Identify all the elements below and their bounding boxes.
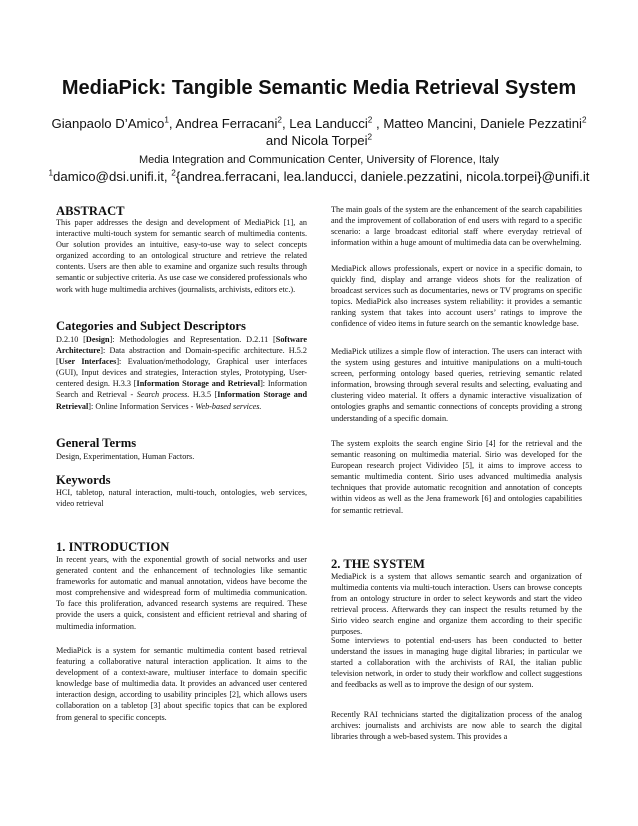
keywords-heading: Keywords (56, 473, 111, 487)
introduction-paragraph: In recent years, with the exponential growth of social networks and user generated content and the enhancement of technologies like semantic frameworks for automatic and manual annotation, videos have become the most comprehensive and widespread form of multimedia communication. To face this proliferation, advanced research systems are required. These provide the users a quick, consistent and efficient retrieval and sharing of multimedia information. (56, 555, 307, 631)
author-name: Daniele Pezzatini (480, 116, 582, 131)
general-terms-text: Design, Experimentation, Human Factors. (56, 452, 195, 461)
descriptor-category: Design (85, 335, 110, 344)
paper-title: MediaPick: Tangible Semantic Media Retrieval System (61, 77, 577, 99)
affiliation: Media Integration and Communication Center, University of Florence, Italy (138, 154, 500, 166)
abstract-heading: ABSTRACT (56, 204, 125, 218)
descriptor-category: Information Storage and Retrieval (56, 390, 307, 411)
descriptor-subcategory: Web-based services. (195, 401, 262, 411)
system-heading: 2. THE SYSTEM (331, 557, 425, 571)
author-affil-mark: 2 (581, 115, 587, 125)
descriptor-text: H.3.5 [ (189, 390, 218, 400)
descriptor-category: Software Architecture (56, 335, 308, 356)
body-paragraph: MediaPick utilizes a simple flow of interaction. The users can interact with the system using gestures and intuitive manipulations on a multi-touch screen, performing ontology based queries, retrieving semantic related information, browsing through several results and selecting, evaluating and clustering video material. It offers a dynamic interactive visualization of ontologies graphs and semantic connections of concepts providing a strong understanding of a specific domain. (331, 347, 582, 423)
body-paragraph: MediaPick is a system that allows semantic search and organization of multimedia contents via multi-touch interaction. Users can browse concepts from an ontology structure in order to select keywords and start the video retrieval process. Afterwards they can inspect the results returned by the Sirio video search engine and organize them according to their specific purposes. (331, 572, 582, 637)
descriptor-text: D.2.10 [ (56, 335, 86, 344)
body-paragraph: Some interviews to potential end-users has been conducted to better understand the issues in managing huge digital libraries; in particular we started a collaboration with the archivists of RAI, the italian public television network, in order to study their workflow and collect suggestions and feedbacks as well as to improve the design of our system. (331, 636, 582, 690)
body-paragraph: MediaPick allows professionals, expert or novice in a specific domain, to quickly find, display and arrange videos shots for the realization of broadcast services such as documentaries, news or TV programs on specific topics. MediaPick also increases system reliability: it provides a semantic ranking system that takes into account users’ ratings to improve the confidence of video items in future search on the semantic knowledge base. (331, 264, 582, 329)
author-affil-mark: 2 (367, 132, 373, 142)
author-emails (20, 168, 618, 185)
introduction-heading: 1. INTRODUCTION (56, 540, 170, 554)
descriptor-text: ]: Evaluation/methodology, Graphical user interfaces (GUI), Input devices and strategies, Interaction styles, Prototyping, User-centered design. H.3.3 [ (56, 357, 307, 389)
descriptor-text: ]: Methodologies and Representation. D.2.11 [ (109, 335, 276, 344)
descriptor-category: Information Storage and Retrieval (136, 379, 261, 389)
author-line-1: Gianpaolo D’Amico$^1$, Andrea Ferracani$^2$, Lea Landucci$^2$ , Matteo Mancini, Daniele Pezzatini$^2$ (51, 115, 587, 131)
author-name: Lea Landucci (289, 116, 368, 131)
descriptor-text: ]: Online Information Services - (88, 401, 196, 411)
introduction-paragraph: MediaPick is a system for semantic multimedia content based retrieval featuring a collaborative natural interaction application. It aims to the development of a context-aware, multiuser interface to domain specific knowledge base of multimedia data. It provides an advanced user centered interaction design, according to usability principles [2], which allows users collaboration on a tabletop [3] about specific topics that can be explored from general to specific concepts. (56, 646, 307, 722)
descriptor-text: ]: Information Search and Retrieval - (56, 379, 307, 400)
email-affil-mark: 1 (48, 168, 54, 178)
descriptor-text: ]: Data abstraction and Domain-specific architecture. H.5.2 [ (56, 346, 307, 367)
author-name: Matteo Mancini (383, 116, 473, 131)
author-name: and Nicola Torpei (265, 133, 368, 148)
author-line-2 (20, 132, 618, 149)
categories-text (56, 334, 307, 412)
author-affil-mark: 2 (277, 115, 282, 125)
author-list (20, 115, 618, 149)
author-name: Gianpaolo D’Amico (51, 116, 165, 131)
author-affil-mark: 1 (164, 115, 169, 125)
email-affil-mark: 2 (171, 168, 176, 178)
email-address: {andrea.ferracani, lea.landucci, daniele.pezzatini, nicola.torpei}@unifi.it (175, 169, 590, 184)
author-affil-mark: 2 (367, 115, 373, 125)
body-paragraph: The system exploits the search engine Sirio [4] for the retrieval and the semantic reasoning on multimedia material. Sirio was developed for the European research project Vidivideo [5], it aims to improve access to semantic multimedia content. Sirio uses advanced multimedia analysis techniques that provide automatic recognition and annotation of concepts within videos as well as the Jena framework [6] and ontologies capabilities for semantic retrieval. (331, 439, 582, 515)
abstract-text: This paper addresses the design and development of MediaPick [1], an interactive multi-touch system for semantic search of multimedia contents. Our solution provides an intuitive, easy-to-use way to select concepts organized according to an ontological structure and retrieve the related contents. Users are then able to examine and organize such results through semantic or subjective criteria. As use case we considered professionals who work with huge multimedia archives (journalists, archivists, editors etc.). (56, 218, 307, 294)
author-name: Andrea Ferracani (175, 116, 278, 131)
body-paragraph: The main goals of the system are the enhancement of the search capabilities and the improvement of collaboration of end users with regard to a specific scenario: a large broadcast editorial staff where everyday retrieval of information within a huge amount of multimedia data can be overwhelming. (331, 205, 582, 248)
descriptor-subcategory: Search process. (136, 390, 190, 400)
categories-heading: Categories and Subject Descriptors (56, 319, 246, 333)
general-terms-heading: General Terms (56, 436, 137, 450)
descriptor-category: User Interfaces (58, 357, 117, 367)
email-address: damico@dsi.unifi.it, (53, 169, 168, 184)
keywords-text: HCI, tabletop, natural interaction, multi-touch, ontologies, web services, video retrieval (56, 488, 307, 509)
body-paragraph: Recently RAI technicians started the digitalization process of the analog archives: journalists and archivists are now able to search the digital libraries through a web-based system. This provides a (331, 710, 582, 742)
